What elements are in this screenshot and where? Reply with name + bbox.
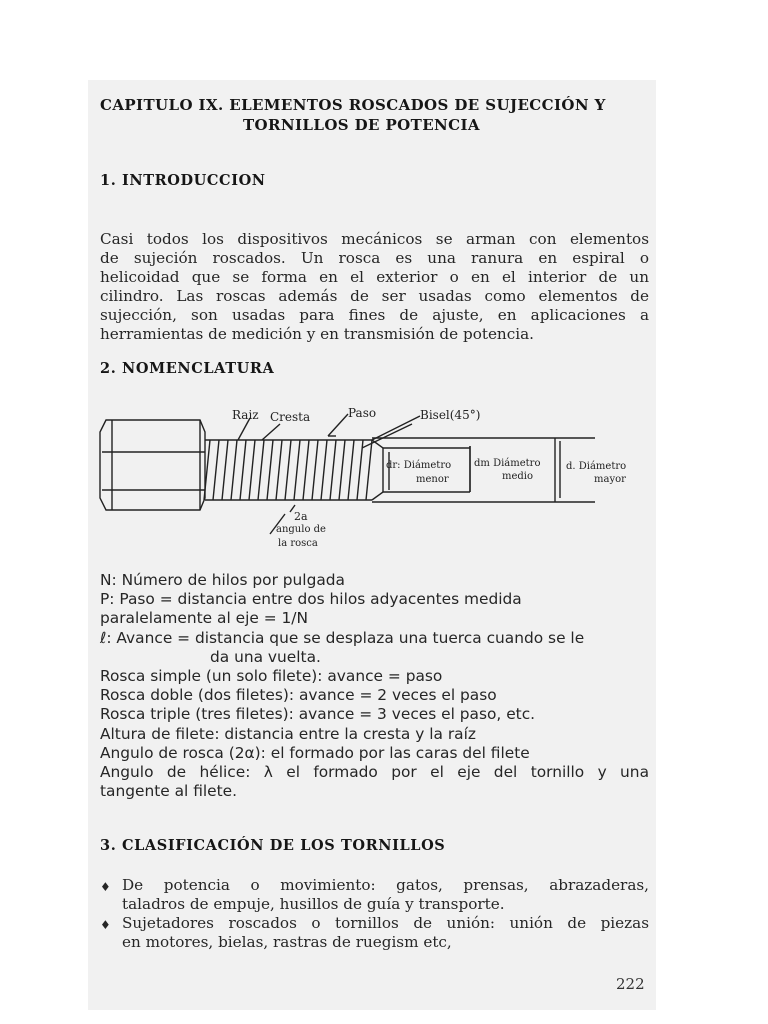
definition-line: Rosca simple (un solo filete): avance = paso	[100, 667, 443, 686]
intro-line: helicoidad que se forma en el exterior o en el interior de un	[100, 268, 649, 286]
thread-line	[213, 440, 219, 500]
label-d-1: d. Diámetro	[566, 461, 627, 472]
intro-line: Casi todos los dispositivos mecánicos se arman con elementos	[100, 230, 649, 248]
definition-line: Angulo de rosca (2α): el formado por las caras del filete	[100, 743, 530, 762]
thread-line	[321, 440, 327, 500]
section-heading-intro: 1. INTRODUCCION	[100, 172, 266, 189]
definition-line: Rosca triple (tres filetes): avance = 3 veces el paso, etc.	[100, 705, 536, 724]
thread-line	[366, 440, 372, 500]
list-item-line: taladros de empuje, husillos de guía y transporte.	[122, 895, 505, 913]
thread-line	[231, 440, 237, 500]
intro-line: herramientas de medición y en transmisión de potencia.	[100, 325, 534, 343]
definition-line: P: Paso = distancia entre dos hilos adyacentes medida	[100, 590, 522, 609]
definition-line: da una vuelta.	[210, 647, 321, 666]
definition-line: Rosca doble (dos filetes): avance = 2 veces el paso	[100, 686, 497, 705]
page-number: 222	[616, 975, 645, 993]
label-dr-2: menor	[416, 474, 449, 485]
intro-paragraph	[100, 230, 649, 344]
definition-line: paralelamente al eje = 1/N	[100, 609, 309, 628]
intro-line: de sujeción roscados. Un rosca es una ranura en espiral o	[100, 249, 649, 267]
diamond-bullet-icon: ♦	[100, 880, 111, 894]
thread-line	[276, 440, 282, 500]
thread-line	[330, 440, 336, 500]
thread-line	[348, 440, 354, 500]
thread-line	[267, 440, 273, 500]
chapter-title-line-1: CAPITULO IX. ELEMENTOS ROSCADOS DE SUJECCIÓN Y	[100, 96, 606, 114]
label-d-2: mayor	[594, 474, 626, 485]
section-heading-clasificacion: 3. CLASIFICACIÓN DE LOS TORNILLOS	[100, 837, 446, 854]
chapter-title-line-2: TORNILLOS DE POTENCIA	[243, 116, 480, 134]
thread-line	[303, 440, 309, 500]
list-item-line: en motores, bielas, rastras de ruegism etc,	[122, 933, 452, 951]
thread-line	[357, 440, 363, 500]
label-angle-1: angulo de	[276, 524, 326, 535]
label-dm-1: dm Diámetro	[474, 458, 541, 469]
label-bisel: Bisel(45°)	[420, 408, 481, 422]
definition-line: ℓ: Avance = distancia que se desplaza una tuerca cuando se le	[100, 628, 585, 647]
thread-line	[312, 440, 318, 500]
label-raiz: Raiz	[232, 408, 259, 422]
bolt-thread-diagram	[96, 398, 656, 560]
thread-line	[249, 440, 255, 500]
thread-line	[339, 440, 345, 500]
thread-line	[222, 440, 228, 500]
label-dm-2: medio	[502, 471, 534, 482]
label-angle-2: la rosca	[278, 538, 318, 549]
nomenclature-definitions	[100, 571, 649, 801]
intro-line: cilindro. Las roscas además de ser usadas como elementos de	[100, 287, 649, 305]
list-item	[100, 914, 649, 952]
classification-list	[100, 876, 649, 952]
diamond-bullet-icon: ♦	[100, 918, 111, 932]
section-heading-nomenclatura: 2. NOMENCLATURA	[100, 360, 275, 377]
thread-line	[285, 440, 291, 500]
thread-line	[240, 440, 246, 500]
definition-line: N: Número de hilos por pulgada	[100, 571, 345, 589]
definition-line: Angulo de hélice: λ el formado por el eje del tornillo y una	[100, 763, 649, 782]
label-dr-1: dr: Diámetro	[386, 460, 452, 471]
label-cresta: Cresta	[270, 410, 311, 424]
definition-line: Altura de filete: distancia entre la cresta y la raíz	[100, 724, 476, 743]
intro-line: sujección, son usadas para fines de ajuste, en aplicaciones a	[100, 306, 649, 324]
label-alpha: 2a	[294, 510, 308, 523]
list-item-line: De potencia o movimiento: gatos, prensas, abrazaderas,	[122, 876, 649, 894]
list-item	[100, 876, 649, 914]
definition-line: tangente al filete.	[100, 782, 238, 801]
list-item-line: Sujetadores roscados o tornillos de unión: unión de piezas	[122, 914, 649, 932]
thread-line	[294, 440, 300, 500]
label-paso: Paso	[348, 406, 377, 420]
thread-line	[258, 440, 264, 500]
